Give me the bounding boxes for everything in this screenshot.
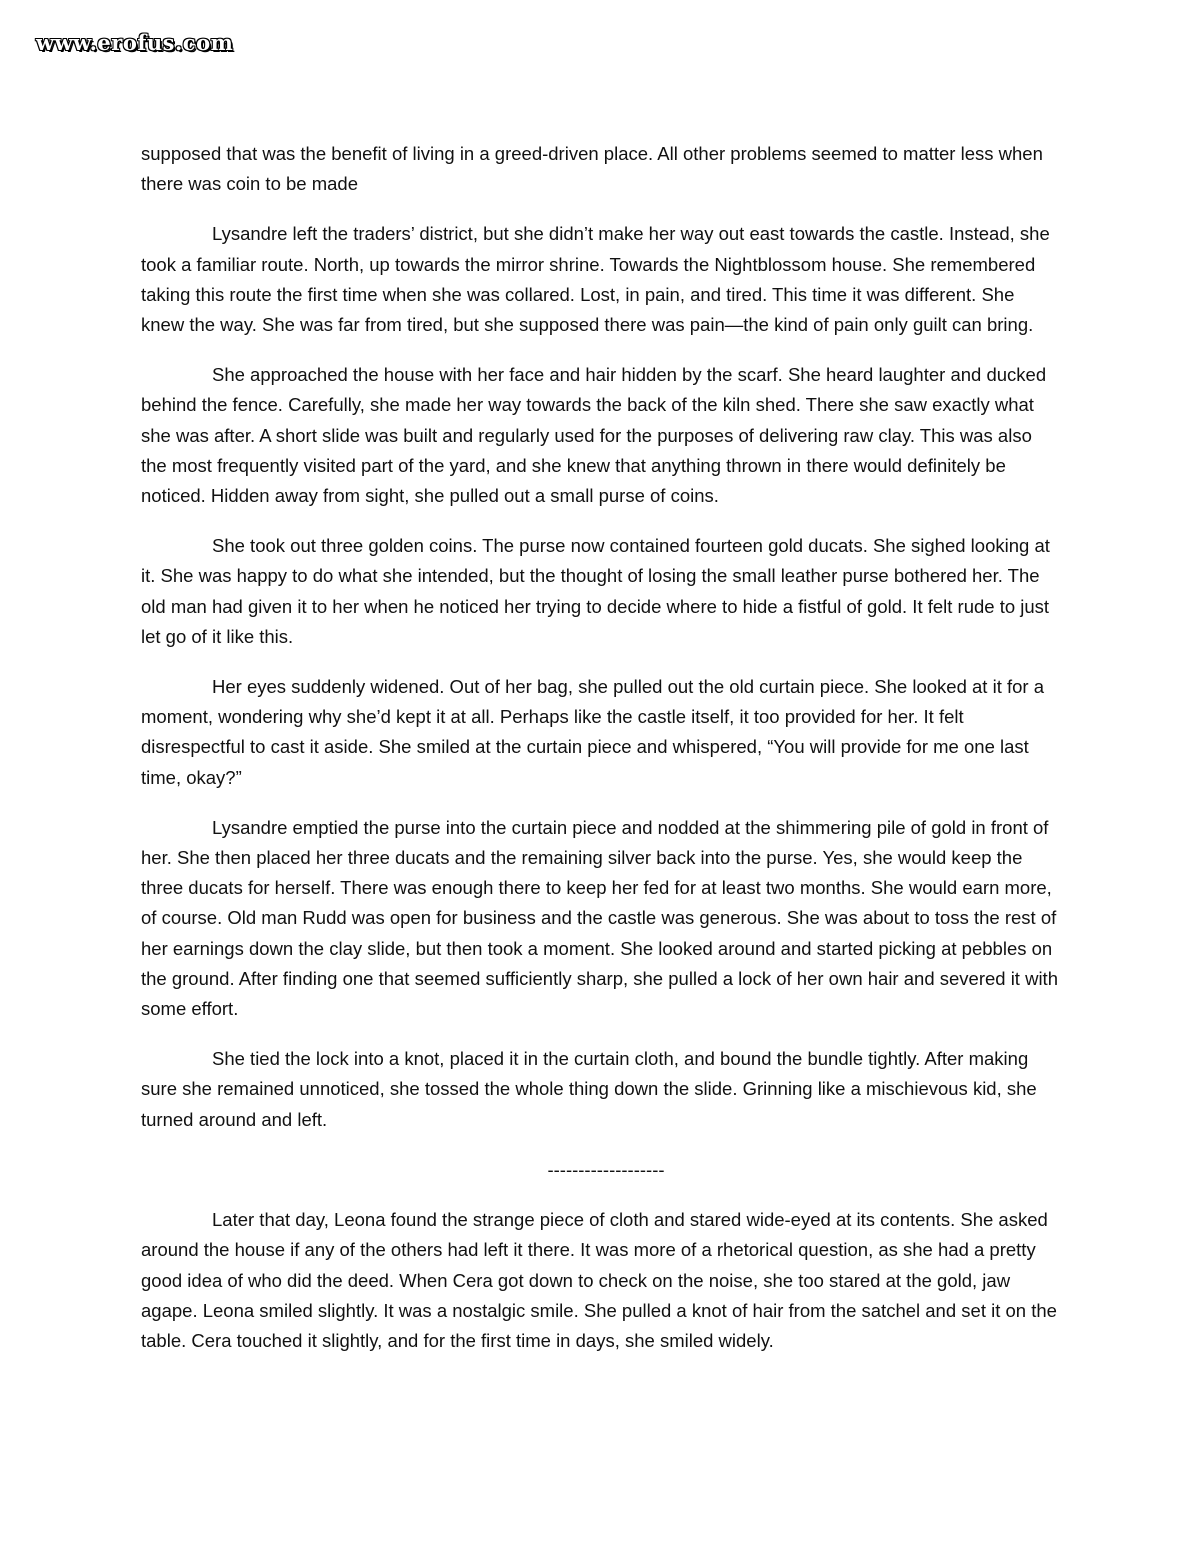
paragraph-continuation: supposed that was the benefit of living in a greed-driven place. All other problems seemed to matter less when there was coin to be made <box>141 143 1043 195</box>
scene-break-separator: ------------------- <box>547 1158 665 1180</box>
paragraph: Lysandre emptied the purse into the curtain piece and nodded at the shimmering pile of gold in front of her. She then placed her three ducats and the remaining silver back into the purse. Yes, she would keep the three ducats for herself. There was enough there to keep her fed for at least two months. She would earn more, of course. Old man Rudd was open for business and the castle was generous. She was about to toss the rest of her earnings down the clay slide, but then took a moment. She looked around and started picking at pebbles on the ground. After finding one that seemed sufficiently sharp, she pulled a lock of her own hair and severed it with some effort. <box>141 816 1058 1020</box>
site-watermark: www.erofus.com <box>36 30 234 55</box>
document-page <box>141 139 1061 1376</box>
paragraph: She took out three golden coins. The purse now contained fourteen gold ducats. She sighed looking at it. She was happy to do what she intended, but the thought of losing the small leather purse bothered her. The old man had given it to her when he noticed her trying to decide where to hide a fistful of gold. It felt rude to just let go of it like this. <box>141 535 1050 647</box>
paragraph: She approached the house with her face and hair hidden by the scarf. She heard laughter and ducked behind the fence. Carefully, she made her way towards the back of the kiln shed. There she saw exactly what she was after. A short slide was built and regularly used for the purposes of delivering raw clay. This was also the most frequently visited part of the yard, and she knew that anything thrown in there would definitely be noticed. Hidden away from sight, she pulled out a small purse of coins. <box>141 364 1047 507</box>
paragraph-final: Later that day, Leona found the strange piece of cloth and stared wide-eyed at its contents. She asked around the house if any of the others had left it there. It was more of a rhetorical question, as she had a pretty good idea of who did the deed. When Cera got down to check on the noise, she too stared at the gold, jaw agape. Leona smiled slightly. It was a nostalgic smile. She pulled a knot of hair from the satchel and set it on the table. Cera touched it slightly, and for the first time in days, she smiled widely. <box>141 1209 1057 1351</box>
paragraph: She tied the lock into a knot, placed it in the curtain cloth, and bound the bundle tightly. After making sure she remained unnoticed, she tossed the whole thing down the slide. Grinning like a mischievous kid, she turned around and left. <box>141 1048 1037 1130</box>
paragraph: Her eyes suddenly widened. Out of her bag, she pulled out the old curtain piece. She looked at it for a moment, wondering why she’d kept it at all. Perhaps like the castle itself, it too provided for her. It felt disrespectful to cast it aside. She smiled at the curtain piece and whispered, “You will provide for me one last time, okay?” <box>141 676 1044 788</box>
paragraph: Lysandre left the traders’ district, but she didn’t make her way out east towards the castle. Instead, she took a familiar route. North, up towards the mirror shrine. Towards the Nightblossom house. She remembered taking this route the first time when she was collared. Lost, in pain, and tired. This time it was different. She knew the way. She was far from tired, but she supposed there was pain—the kind of pain only guilt can bring. <box>141 223 1050 336</box>
